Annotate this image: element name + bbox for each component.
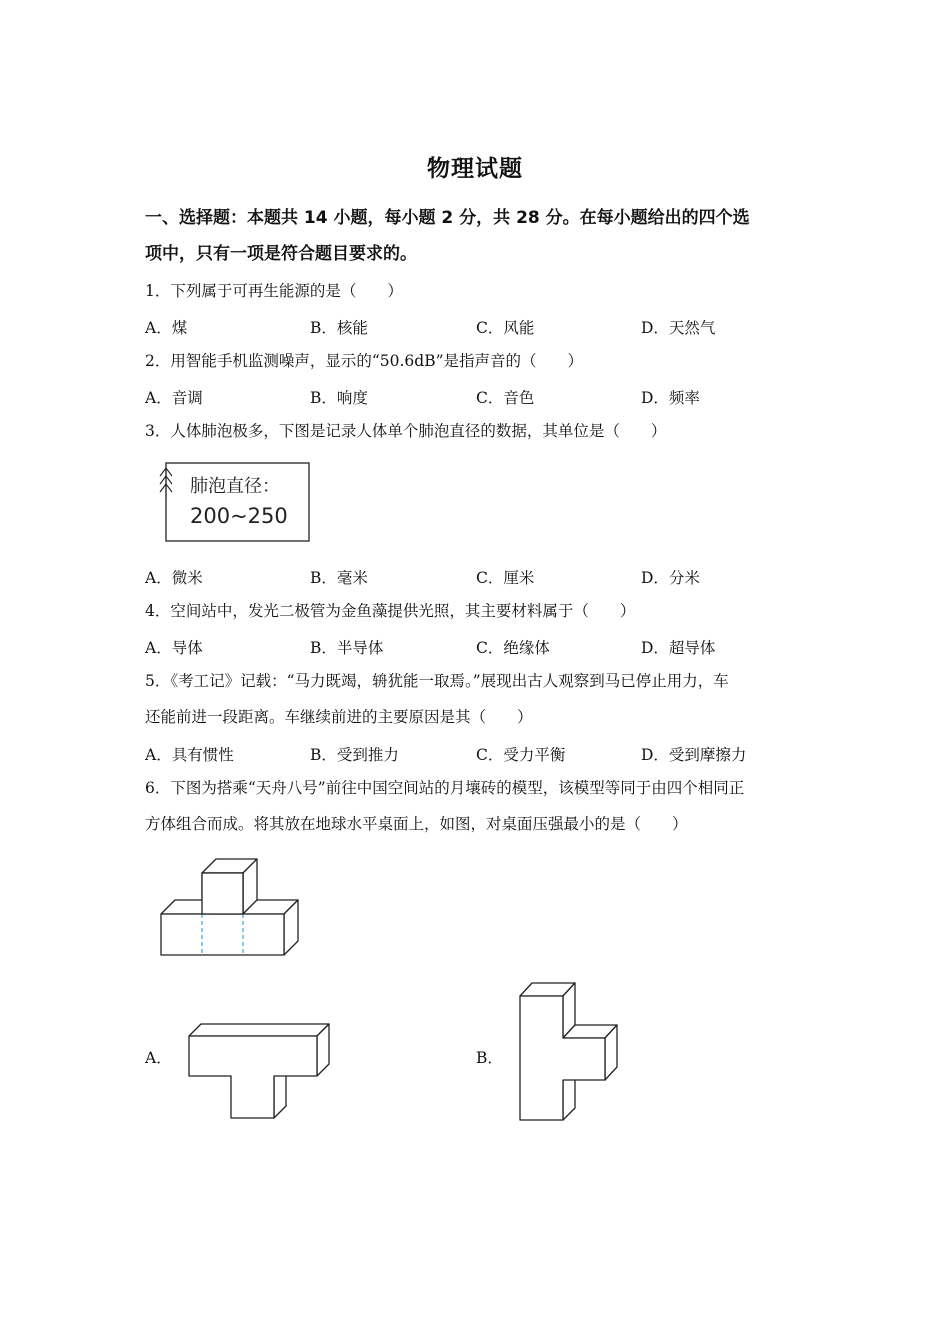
option-b-label: B． — [476, 1049, 503, 1067]
option-d: D．受到摩擦力 — [641, 746, 747, 764]
card-value: 200~250 — [190, 504, 288, 528]
option-c: C．音色 — [476, 389, 535, 407]
option-a-label: A． — [145, 1049, 172, 1067]
alveolus-diameter-card — [145, 458, 315, 548]
option-b: B．受到推力 — [310, 746, 399, 764]
option-a: A．煤 — [145, 319, 188, 337]
question-3-options — [145, 566, 815, 596]
question-4-options — [145, 636, 815, 666]
question-4-stem: 4．空间站中，发光二极管为金鱼藻提供光照，其主要材料属于（ ） — [145, 602, 636, 620]
section-heading-line2: 项中，只有一项是符合题目要求的。 — [145, 244, 417, 264]
lunar-brick-model-figure — [155, 855, 310, 960]
option-d: D．超导体 — [641, 639, 716, 657]
question-2-stem: 2．用智能手机监测噪声，显示的“50.6dB”是指声音的（ ） — [145, 352, 584, 370]
option-b: B．半导体 — [310, 639, 384, 657]
question-2-options — [145, 386, 815, 416]
option-b: B．核能 — [310, 319, 368, 337]
option-d: D．频率 — [641, 389, 700, 407]
option-a: A．导体 — [145, 639, 203, 657]
question-1-options — [145, 316, 815, 346]
option-a: A．音调 — [145, 389, 203, 407]
page-title: 物理试题 — [427, 156, 523, 182]
question-6-line1: 6．下图为搭乘“天舟八号”前往中国空间站的月壤砖的模型，该模型等同于由四个相同正 — [145, 779, 745, 797]
option-d: D．天然气 — [641, 319, 716, 337]
option-a-figure — [180, 1015, 340, 1127]
option-b-figure — [510, 975, 630, 1127]
option-b: B．毫米 — [310, 569, 368, 587]
question-6-line2: 方体组合而成。将其放在地球水平桌面上，如图，对桌面压强最小的是（ ） — [145, 815, 688, 833]
question-3-stem: 3．人体肺泡极多，下图是记录人体单个肺泡直径的数据，其单位是（ ） — [145, 422, 667, 440]
option-b: B．响度 — [310, 389, 368, 407]
option-c: C．风能 — [476, 319, 535, 337]
card-label: 肺泡直径： — [190, 476, 280, 497]
option-c: C．绝缘体 — [476, 639, 550, 657]
question-5-options — [145, 743, 815, 773]
question-5-line2: 还能前进一段距离。车继续前进的主要原因是其（ ） — [145, 708, 533, 726]
option-c: C．厘米 — [476, 569, 535, 587]
question-1-stem: 1．下列属于可再生能源的是（ ） — [145, 282, 403, 300]
option-d: D．分米 — [641, 569, 700, 587]
section-heading-line1: 一、选择题：本题共 14 小题，每小题 2 分，共 28 分。在每小题给出的四个选 — [145, 208, 750, 228]
option-a: A．具有惯性 — [145, 746, 234, 764]
option-a: A．微米 — [145, 569, 203, 587]
question-5-line1: 5．《考工记》记载：“马力既竭，辀犹能一取焉。”展现出古人观察到马已停止用力，车 — [145, 672, 729, 690]
option-c: C．受力平衡 — [476, 746, 566, 764]
